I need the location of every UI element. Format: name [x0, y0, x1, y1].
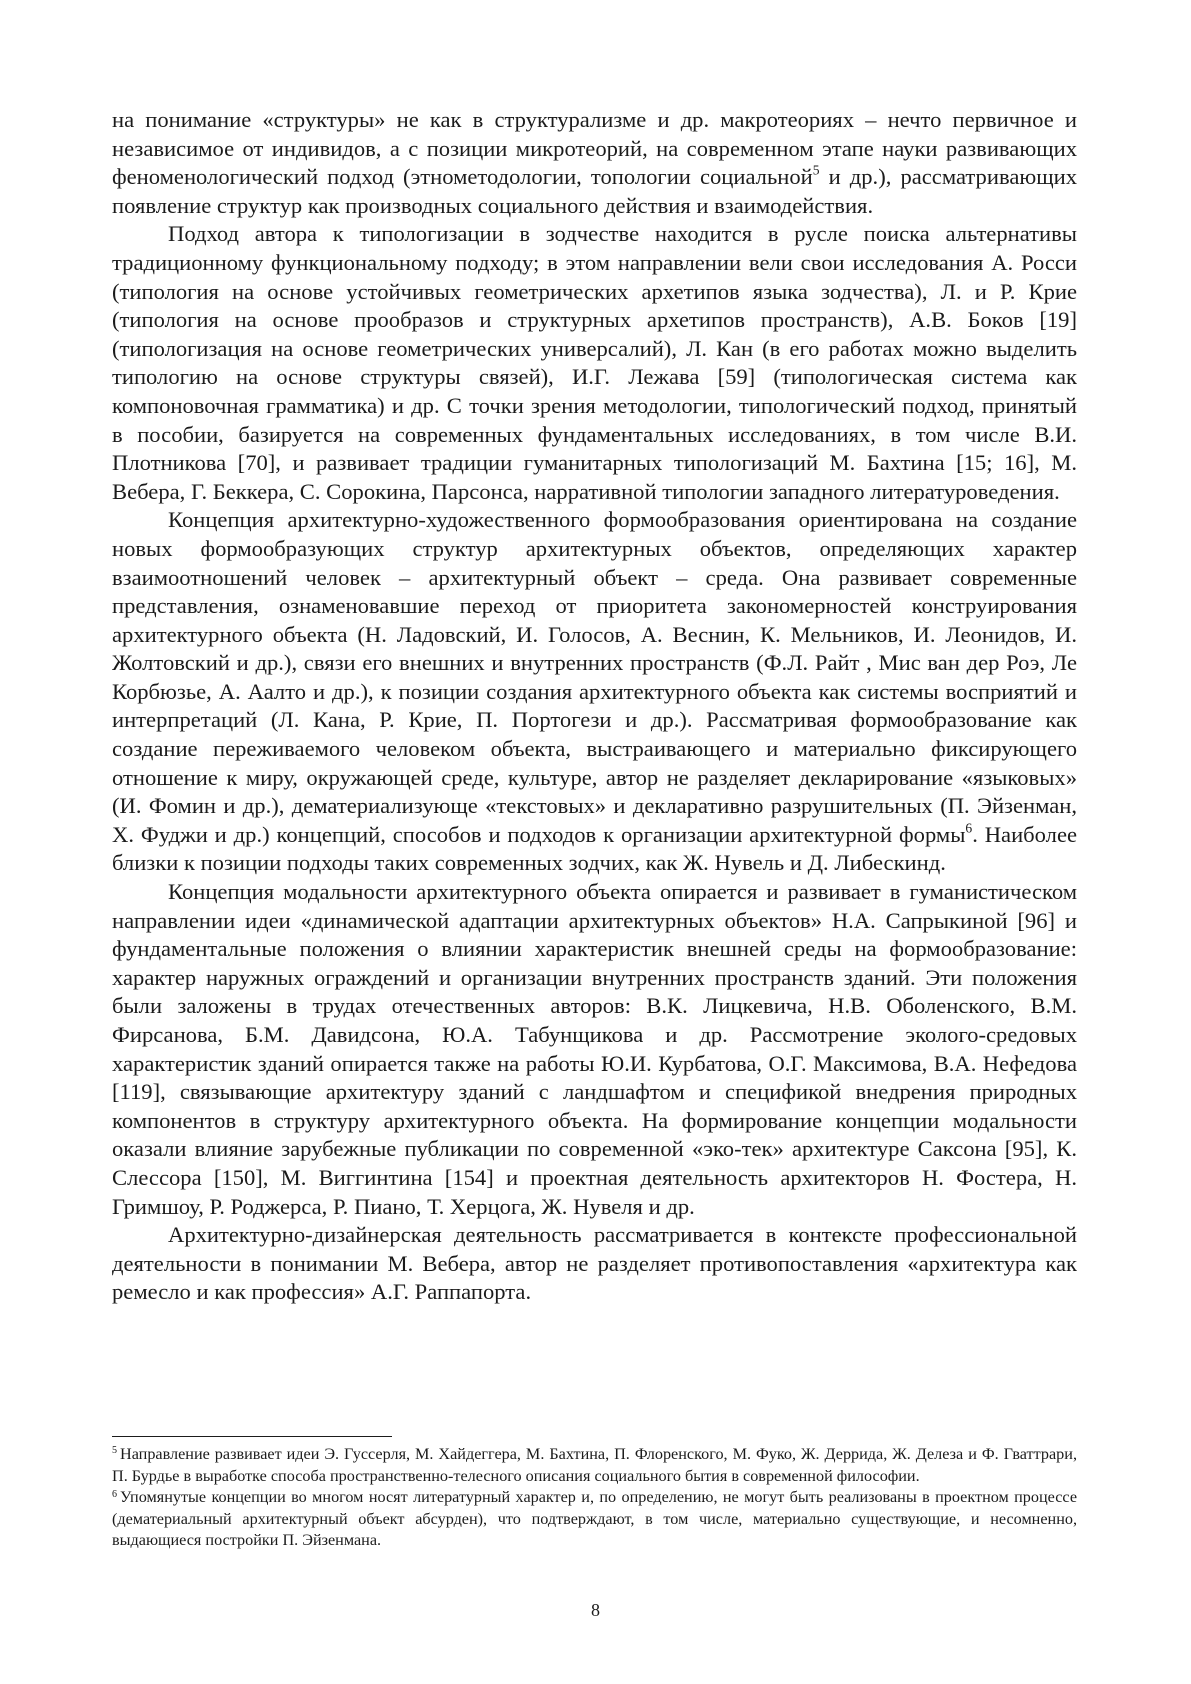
footnote-ref-5[interactable]: 5	[812, 162, 820, 178]
main-text	[112, 106, 1077, 1307]
paragraph-5: Архитектурно-дизайнерская деятельность рассматривается в контексте профессиональной деятельности в понимании М. Вебера, автор не разделяет противопоставления «архитектура как ремесло и как профессия» А.Г. Раппапорта.	[112, 1222, 1077, 1305]
footnote-5	[112, 1444, 1077, 1487]
footnote-text: Направление развивает идеи Э. Гуссерля, М. Хайдеггера, М. Бахтина, П. Флоренского, М. Фуко, Ж. Деррида, Ж. Делеза и Ф. Гваттрари, П. Бурдье в выработке способа пространственно-телесного описания социального бытия в современной философии.	[112, 1445, 1077, 1485]
footnote-mark: 5	[112, 1445, 118, 1457]
page-number: 8	[591, 1600, 600, 1620]
paragraph-3: Концепция архитектурно-художественного формообразования ориентирована на создание новых формообразующих структур архитектурных объектов, определяющих характер взаимоотношений человек – архитектурный объект – среда. Она развивает современные представления, ознаменовавшие переход от приоритета закономерностей конструирования архитектурного объекта (Н. Ладовский, И. Голосов, А. Веснин, К. Мельников, И. Леонидов, И. Жолтовский и др.), связи его внешних и внутренних пространств (Ф.Л. Райт , Мис ван дер Роэ, Ле Корбюзье, А. Аалто и др.), к позиции создания архитектурного объекта как системы восприятий и интерпретаций (Л. Кана, Р. Крие, П. Портогези и др.). Рассматривая формообразование как создание переживаемого человеком объекта, выстраивающего и материально фиксирующего отношение к миру, окружающей среде, культуре, автор не разделяет декларирование «языковых» (И. Фомин и др.), дематериализующе «текстовых» и декларативно разрушительных (П. Эйзенман, Х. Фуджи и др.) концепций, способов и подходов к организации архитектурной формы$^6$. Наиболее близки к позиции подходы таких современных зодчих, как Ж. Нувель и Д. Либескинд.	[112, 507, 1077, 876]
footnote-6	[112, 1487, 1077, 1552]
footnotes	[112, 1444, 1077, 1552]
footnote-divider	[112, 1436, 392, 1437]
footnote-text: Упомянутые концепции во многом носят литературный характер и, по определению, не могут быть реализованы в проектном процессе (дематериальный архитектурный объект абсурден), что подтверждают, в том числе, материально существующие, и несомненно, выдающиеся постройки П. Эйзенмана.	[112, 1488, 1077, 1550]
paragraph-2: Подход автора к типологизации в зодчестве находится в русле поиска альтернативы традиционному функциональному подходу; в этом направлении вели свои исследования А. Росси (типология на основе устойчивых геометрических архетипов языка зодчества), Л. и Р. Крие (типология на основе прообразов и структурных архетипов пространств), А.В. Боков [19] (типологизация на основе геометрических универсалий), Л. Кан (в его работах можно выделить типологию на основе структуры связей), И.Г. Лежава [59] (типологическая система как компоновочная грамматика) и др. С точки зрения методологии, типологический подход, принятый в пособии, базируется на современных фундаментальных исследованиях, в том числе В.И. Плотникова [70], и развивает традиции гуманитарных типологизаций М. Бахтина [15; 16], М. Вебера, Г. Беккера, С. Сорокина, Парсонса, нарративной типологии западного литературоведения.	[112, 221, 1077, 504]
footnote-mark: 6	[112, 1488, 118, 1500]
paragraph-1: на понимание «структуры» не как в структурализме и др. макротеориях – нечто первичное и независимое от индивидов, а с позиции микротеорий, на современном этапе науки развивающих феноменологический подход (этнометодологии, топологии социальной$^5$ и др.), рассматривающих появление структур как производных социального действия и взаимодействия.	[112, 107, 1078, 218]
paragraph-4: Концепция модальности архитектурного объекта опирается и развивает в гуманистическом направлении идеи «динамической адаптации архитектурных объектов» Н.А. Сапрыкиной [96] и фундаментальные положения о влиянии характеристик внешней среды на формообразование: характер наружных ограждений и организации внутренних пространств зданий. Эти положения были заложены в трудах отечественных авторов: В.К. Лицкевича, Н.В. Оболенского, В.М. Фирсанова, Б.М. Давидсона, Ю.А. Табунщикова и др. Рассмотрение эколого-средовых характеристик зданий опирается также на работы Ю.И. Курбатова, О.Г. Максимова, В.А. Нефедова [119], связывающие архитектуру зданий с ландшафтом и спецификой внедрения природных компонентов в структуру архитектурного объекта. На формирование концепции модальности оказали влияние зарубежные публикации по современной «эко-тек» архитектуре Саксона [95], К. Слессора [150], М. Виггинтина [154] и проектная деятельность архитекторов Н. Фостера, Н. Гримшоу, Р. Роджерса, Р. Пиано, Т. Херцога, Ж. Нувеля и др.	[112, 879, 1077, 1219]
footnote-ref-6[interactable]: 6	[965, 820, 973, 836]
